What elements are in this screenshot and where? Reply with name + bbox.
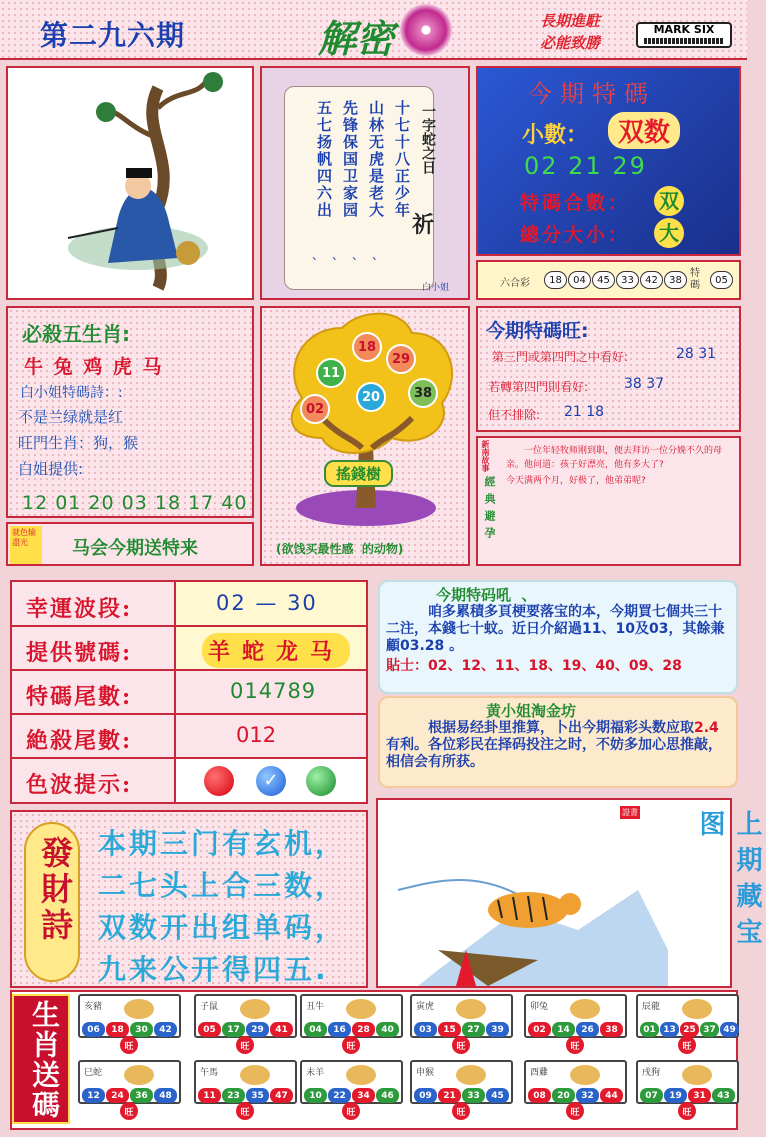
zodiac-name: 寅虎 xyxy=(416,1002,435,1012)
kill-five-panel xyxy=(6,306,254,518)
kill5-provider: 白姐提供: xyxy=(18,460,84,478)
lotto-special-label: 特碼 xyxy=(690,268,700,291)
zodiac-number-ball: 29 xyxy=(246,1022,269,1037)
tree-coin: 18 xyxy=(352,332,382,362)
zodiac-number-ball: 02 xyxy=(528,1022,551,1037)
zodiac-animal-icon xyxy=(240,999,270,1019)
zodiac-number-ball: 05 xyxy=(198,1022,221,1037)
zodiac-number-ball: 14 xyxy=(552,1022,575,1037)
zodiac-card xyxy=(410,1060,513,1104)
tree-caption: (欲饯买最性感 的动物) xyxy=(276,542,404,556)
zodiac-number-ball: 43 xyxy=(712,1088,735,1103)
zodiac-wang-badge: 旺 xyxy=(566,1036,584,1054)
roar-text: 咱多累積多頁梗要落宝的本，今期買七個共三十二注，本錢七十蚊。近日介紹過11、10及03，其餘兼顧03.28 。 xyxy=(386,604,725,654)
brand-text: MARK SIX xyxy=(653,23,715,36)
zodiac-animal-icon xyxy=(346,999,376,1019)
fortune-line-4: 九来公开得四五. xyxy=(98,953,329,986)
zodiac-animal-icon xyxy=(570,999,600,1019)
poem-col-4: 五七扬帆四六出 xyxy=(315,100,333,219)
tail-digits-value: 014789 xyxy=(230,679,317,703)
zodiac-card xyxy=(524,994,627,1038)
poem-side-end: 祈 xyxy=(412,213,435,238)
poem-col-2: 山林无虎是老大 xyxy=(367,100,385,219)
zodiac-number-ball: 45 xyxy=(486,1088,509,1103)
info-label-5: 色波提示: xyxy=(26,772,133,798)
wang-title: 今期特碼旺: xyxy=(486,320,589,342)
zodiac-number-ball: 16 xyxy=(328,1022,351,1037)
ma-panel xyxy=(6,522,254,566)
zodiac-number-ball: 40 xyxy=(376,1022,399,1037)
zodiac-number-ball: 26 xyxy=(576,1022,599,1037)
zodiac-numbers xyxy=(304,1022,400,1037)
sum-label: 特碼合數： xyxy=(520,192,631,214)
poem-tail: 、、、、 xyxy=(312,248,399,262)
zodiac-animal-icon xyxy=(456,1065,486,1085)
poem-col-1: 十七十八正少年 xyxy=(393,100,411,219)
zodiac-number-ball: 36 xyxy=(130,1088,153,1103)
zodiac-animal-icon xyxy=(124,999,154,1019)
wang-line1-label: 第三門或第四門之中看好: xyxy=(492,350,629,364)
lotto-ball: 04 xyxy=(568,271,591,289)
zodiac-number-ball: 11 xyxy=(198,1088,221,1103)
roar-tips-label: 貼士： xyxy=(386,658,428,674)
red-wave-ball xyxy=(204,766,234,796)
zodiac-number-ball: 30 xyxy=(130,1022,153,1037)
gold-text: 根据易经卦里推算，卜出今期福彩头数应取2.4有利。各位彩民在择码投注之时，不妨多加心思推敲，相信会有所获。 xyxy=(386,720,722,770)
zodiac-numbers xyxy=(528,1088,624,1103)
money-tree-panel xyxy=(260,306,470,566)
zodiac-name: 酉雞 xyxy=(530,1068,549,1078)
zodiac-numbers xyxy=(198,1088,294,1103)
kill5-title: 必殺五生肖: xyxy=(22,322,130,346)
ma-badge: 就色输盡光 xyxy=(10,526,42,564)
zodiac-number-ball: 47 xyxy=(270,1088,293,1103)
tree-coin: 38 xyxy=(408,378,438,408)
zodiac-number-ball: 19 xyxy=(664,1088,687,1103)
zodiac-number-ball: 07 xyxy=(640,1088,663,1103)
zodiac-number-ball: 44 xyxy=(600,1088,623,1103)
zodiac-wang-badge: 旺 xyxy=(678,1102,696,1120)
zodiac-name: 亥豬 xyxy=(84,1002,103,1012)
zodiac-animal-icon xyxy=(570,1065,600,1085)
lotto-special-ball: 05 xyxy=(710,271,733,289)
fortune-line-3: 双数开出组单码， xyxy=(98,911,347,944)
green-wave-ball xyxy=(306,766,336,796)
poem-scroll-panel xyxy=(260,66,470,300)
wang-line1-value: 28 31 xyxy=(676,346,717,362)
size-label: 總分大小： xyxy=(520,224,631,246)
zodiac-badge-text: 生肖送碼 xyxy=(28,1000,61,1120)
zodiac-number-ball: 20 xyxy=(552,1088,575,1103)
small-value: 双数 xyxy=(608,112,680,149)
zodiac-animal-icon xyxy=(346,1065,376,1085)
zodiac-number-ball: 37 xyxy=(700,1022,719,1037)
zodiac-card xyxy=(410,994,513,1038)
zodiac-numbers xyxy=(528,1022,624,1037)
fortune-line-1: 本期三门有玄机， xyxy=(98,827,347,860)
zodiac-card xyxy=(194,994,297,1038)
zodiac-card xyxy=(636,1060,739,1104)
info-label-4: 絶殺尾數: xyxy=(26,728,133,754)
zodiac-number-ball: 35 xyxy=(246,1088,269,1103)
zodiac-wang-badge: 旺 xyxy=(678,1036,696,1054)
zodiac-number-ball: 24 xyxy=(106,1088,129,1103)
zodiac-wang-badge: 旺 xyxy=(120,1102,138,1120)
zodiac-name: 巳蛇 xyxy=(84,1068,103,1078)
gold-highlight: 2.4 xyxy=(694,720,719,736)
treasure-title: 上期藏宝图 xyxy=(695,810,762,954)
zodiac-number-ball: 09 xyxy=(414,1088,437,1103)
brand-sub xyxy=(644,38,724,44)
wang-line2-label: 若轉第四門則看好: xyxy=(488,380,589,394)
special-title: 今期特碼 xyxy=(528,80,656,108)
poem-col-3: 先锋保国卫家园 xyxy=(341,100,359,219)
zodiac-name: 丑牛 xyxy=(306,1002,325,1012)
treasure-tag: 證書 xyxy=(622,808,638,817)
provided-numbers-value: 羊蛇龙马 xyxy=(202,633,350,668)
lotto-label: 六合彩 xyxy=(500,278,530,289)
lotto-ball: 33 xyxy=(616,271,639,289)
roar-title: 今期特码吼 、 xyxy=(436,586,537,604)
zodiac-number-ball: 21 xyxy=(438,1088,461,1103)
zodiac-card xyxy=(524,1060,627,1104)
zodiac-animal-icon xyxy=(682,1065,712,1085)
wang-panel xyxy=(476,306,741,432)
lotto-ball: 42 xyxy=(640,271,663,289)
info-label-1: 幸運波段: xyxy=(26,596,133,622)
info-table xyxy=(10,580,368,804)
story-text2: 今天满两个月，好极了，他弟弟呢? xyxy=(506,476,646,486)
zodiac-number-ball: 27 xyxy=(462,1022,485,1037)
roar-tips xyxy=(386,658,732,675)
logo-text: 解密 xyxy=(318,16,395,61)
zodiac-wang-badge: 旺 xyxy=(452,1102,470,1120)
tree-coin: 02 xyxy=(300,394,330,424)
zodiac-number-ball: 41 xyxy=(270,1022,293,1037)
lotto-balls xyxy=(544,271,688,289)
lotto-ball: 18 xyxy=(544,271,567,289)
roar-tips-values: 02、12、11、18、19、40、09、28 xyxy=(428,658,682,674)
mark-six-logo xyxy=(636,22,732,48)
zodiac-number-ball: 34 xyxy=(352,1088,375,1103)
zodiac-number-ball: 49 xyxy=(720,1022,739,1037)
wang-line3-value: 21 18 xyxy=(564,404,605,420)
kill-tail-value: 012 xyxy=(236,723,277,747)
zodiac-numbers xyxy=(304,1088,400,1103)
special-number-panel xyxy=(476,66,741,256)
zodiac-wang-badge: 旺 xyxy=(120,1036,138,1054)
story-text1: 一位年轻牧师刚到职，便去拜访一位分娩不久的母亲。他问道：孩子好漂亮，他有多大了? xyxy=(506,446,723,470)
scholar-image-panel xyxy=(6,66,254,300)
zodiac-number-ball: 46 xyxy=(376,1088,399,1103)
zodiac-card xyxy=(78,1060,181,1104)
zodiac-name: 申猴 xyxy=(416,1068,435,1078)
tree-coin: 20 xyxy=(356,382,386,412)
scholar-illustration xyxy=(8,68,252,298)
zodiac-wang-badge: 旺 xyxy=(566,1102,584,1120)
tree-label: 搖錢樹 xyxy=(324,460,393,487)
info-label-3: 特碼尾數: xyxy=(26,684,133,710)
fortune-line-2: 二七头上合三数， xyxy=(98,869,347,902)
zodiac-name: 午馬 xyxy=(200,1068,219,1078)
zodiac-numbers xyxy=(82,1088,178,1103)
zodiac-numbers xyxy=(640,1088,736,1103)
zodiac-number-ball: 06 xyxy=(82,1022,105,1037)
zodiac-card xyxy=(300,1060,403,1104)
zodiac-number-ball: 32 xyxy=(576,1088,599,1103)
fortune-panel xyxy=(10,810,368,988)
zodiac-name: 卯兔 xyxy=(530,1002,549,1012)
zodiac-number-ball: 28 xyxy=(352,1022,375,1037)
fortune-badge-text: 發財詩 xyxy=(36,836,74,944)
zodiac-number-ball: 48 xyxy=(154,1088,177,1103)
sum-value: 双 xyxy=(654,186,684,216)
zodiac-wang-badge: 旺 xyxy=(452,1036,470,1054)
zodiac-number-ball: 13 xyxy=(660,1022,679,1037)
slogan-1: 長期進駐 xyxy=(540,12,601,30)
story-tag2: 經典避孕 xyxy=(483,476,496,544)
treasure-panel xyxy=(376,798,762,988)
zodiac-number-ball: 22 xyxy=(328,1088,351,1103)
zodiac-number-ball: 01 xyxy=(640,1022,659,1037)
zodiac-numbers xyxy=(414,1022,510,1037)
small-label: 小數： xyxy=(522,123,589,148)
ma-text: 马会今期送特来 xyxy=(72,538,198,559)
roar-panel xyxy=(378,580,738,694)
lotto-ball: 45 xyxy=(592,271,615,289)
wang-line3-label: 但不排除: xyxy=(488,408,541,422)
zodiac-number-ball: 10 xyxy=(304,1088,327,1103)
story-tag1: 新南故事 xyxy=(481,440,490,472)
kill5-numbers: 12 01 20 03 18 17 40 xyxy=(22,492,248,514)
kill5-poem: 不是兰绿就是红 xyxy=(18,408,124,426)
zodiac-number-ball: 31 xyxy=(688,1088,711,1103)
zodiac-wang-badge: 旺 xyxy=(342,1102,360,1120)
zodiac-name: 未羊 xyxy=(306,1068,325,1078)
kill5-animals: 牛 兔 鸡 虎 马 xyxy=(24,356,164,378)
size-value: 大 xyxy=(654,218,684,248)
zodiac-number-ball: 12 xyxy=(82,1088,105,1103)
lucky-wave-value: 02 — 30 xyxy=(216,591,318,615)
zodiac-animal-icon xyxy=(124,1065,154,1085)
lotto-ball: 38 xyxy=(664,271,687,289)
zodiac-number-ball: 39 xyxy=(486,1022,509,1037)
zodiac-number-ball: 17 xyxy=(222,1022,245,1037)
zodiac-card xyxy=(636,994,739,1038)
zodiac-name: 子鼠 xyxy=(200,1002,219,1012)
zodiac-number-ball: 03 xyxy=(414,1022,437,1037)
zodiac-name: 辰龍 xyxy=(642,1002,661,1012)
zodiac-numbers xyxy=(82,1022,178,1037)
zodiac-number-ball: 18 xyxy=(106,1022,129,1037)
zodiac-number-ball: 42 xyxy=(154,1022,177,1037)
tree-coin: 11 xyxy=(316,358,346,388)
zodiac-card xyxy=(194,1060,297,1104)
zodiac-numbers xyxy=(414,1088,510,1103)
info-label-2: 提供號碼: xyxy=(26,640,133,666)
tree-coin: 29 xyxy=(386,344,416,374)
zodiac-name: 戌狗 xyxy=(642,1068,661,1078)
zodiac-wang-badge: 旺 xyxy=(342,1036,360,1054)
logo-disc xyxy=(400,4,452,56)
zodiac-card xyxy=(300,994,403,1038)
kill5-poem-title: 白小姐特碼詩：: xyxy=(20,385,123,401)
zodiac-number-ball: 23 xyxy=(222,1088,245,1103)
zodiac-numbers xyxy=(640,1022,740,1037)
zodiac-animal-icon xyxy=(682,999,712,1019)
zodiac-wang-badge: 旺 xyxy=(236,1102,254,1120)
lotto-result-bar xyxy=(476,260,741,300)
zodiac-wang-badge: 旺 xyxy=(236,1036,254,1054)
zodiac-number-ball: 25 xyxy=(680,1022,699,1037)
zodiac-card xyxy=(78,994,181,1038)
zodiac-animal-icon xyxy=(456,999,486,1019)
gold-title: 黄小姐淘金坊 xyxy=(486,702,577,720)
zodiac-number-ball: 38 xyxy=(600,1022,623,1037)
poem-credit: 白小姐 xyxy=(422,283,450,293)
wang-line2-value: 38 37 xyxy=(624,376,665,392)
zodiac-number-ball: 33 xyxy=(462,1088,485,1103)
story-panel xyxy=(476,436,741,566)
issue-number: 第二九六期 xyxy=(40,19,186,52)
slogan-2: 必能致勝 xyxy=(540,34,601,52)
special-numbers: 02 21 29 xyxy=(524,152,647,180)
zodiac-number-ball: 15 xyxy=(438,1022,461,1037)
zodiac-numbers xyxy=(198,1022,294,1037)
zodiac-animal-icon xyxy=(240,1065,270,1085)
poem-side: 一字蛇之日 xyxy=(420,104,436,174)
blue-wave-ball: ✓ xyxy=(256,766,286,796)
kill5-lucky: 旺門生肖：狗，猴 xyxy=(18,434,139,452)
zodiac-number-ball: 08 xyxy=(528,1088,551,1103)
zodiac-number-ball: 04 xyxy=(304,1022,327,1037)
tiger-illustration xyxy=(378,800,668,986)
gold-panel xyxy=(378,696,738,788)
info-divider xyxy=(12,757,366,759)
